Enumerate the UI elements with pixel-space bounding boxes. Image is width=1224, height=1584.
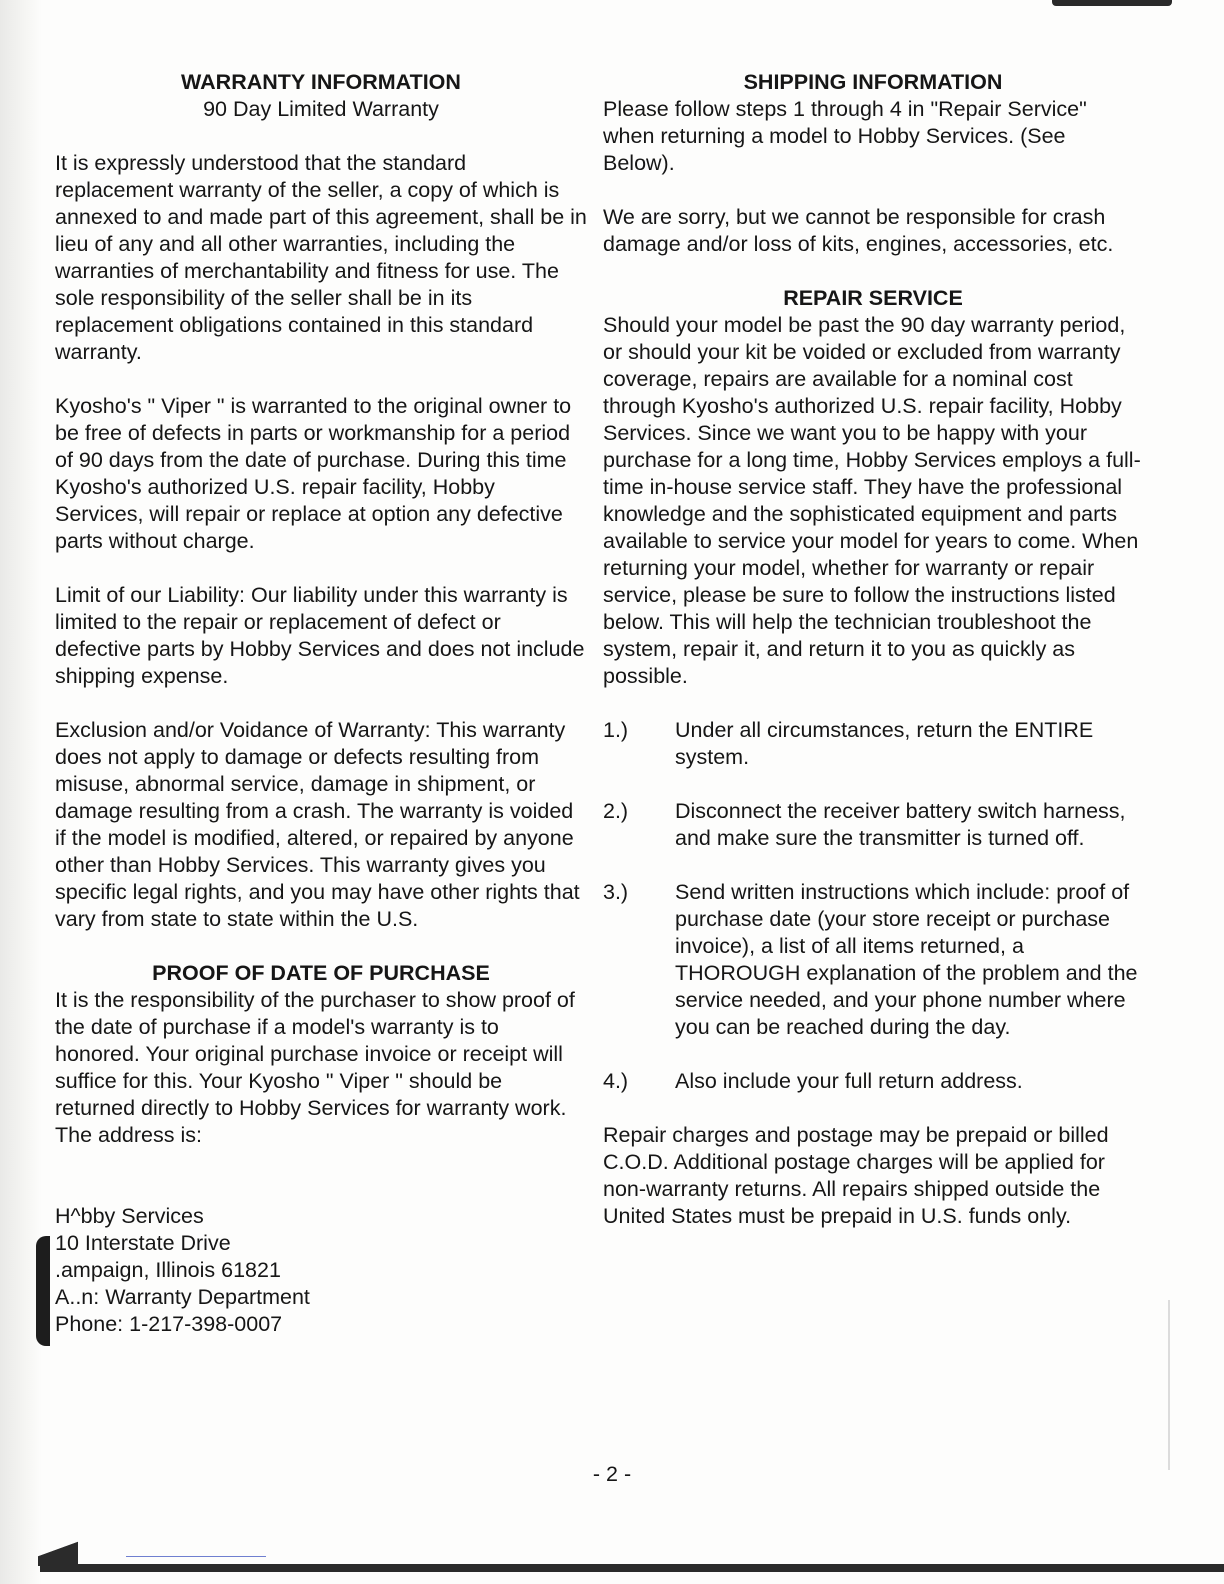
step-text: Under all circumstances, return the ENTIRE system.: [675, 718, 1094, 769]
scan-corner-mark: [38, 1536, 78, 1566]
address-phone: Phone: 1-217-398-0007: [55, 1312, 283, 1336]
step-text: Send written instructions which include: proof of purchase date (your store receipt or purchase invoice), a list of all items returned, a THOROUGH explanation of the problem and the service needed, and your phone number where you can be reached during the day.: [675, 880, 1138, 1039]
liability-paragraph: Limit of our Liability: Our liability under this warranty is limited to the repair or replacement of defect or defective parts by Hobby Services and does not include shipping expense.: [55, 583, 585, 688]
repair-step: [603, 879, 1143, 1041]
exclusion-paragraph: Exclusion and/or Voidance of Warranty: This warranty does not apply to damage or defects resulting from misuse, abnormal service, damage in shipment, or damage resulting from a crash. The warranty is voided if the model is modified, altered, or repaired by anyone other than Hobby Services. This warranty gives you specific legal rights, and you may have other rights that vary from state to state within the U.S.: [55, 718, 580, 931]
warranty-subtitle: 90 Day Limited Warranty: [203, 97, 439, 121]
right-column: [603, 69, 1143, 1257]
scan-top-mark: [1052, 0, 1172, 6]
address-line: A..n: Warranty Department: [55, 1285, 310, 1309]
address-line: H^bby Services: [55, 1204, 204, 1228]
repair-step: [603, 798, 1143, 852]
repair-intro: Should your model be past the 90 day warranty period, or should your kit be voided or excluded from warranty coverage, repairs are available for a nominal cost through Kyosho's authorized U.S. repair facility, Hobby Services. Since we want you to be happy with your purchase for a long time, Hobby Services employs a full-time in-house service staff. They have the professional knowledge and the sophisticated equipment and parts available to service your model for years to come. When returning your model, whether for warranty or repair service, please be sure to follow the instructions listed below. This will help the technician troubleshoot the system, repair it, and return it to you as quickly as possible.: [603, 313, 1141, 688]
step-number: 4.): [603, 1069, 629, 1093]
step-number: 1.): [603, 718, 629, 742]
scan-edge-line: [1168, 1300, 1170, 1470]
warranty-paragraph: Kyosho's " Viper " is warranted to the original owner to be free of defects in parts or workmanship for a period of 90 days from the date of purchase. During this time Kyosho's authorized U.S. repair facility, Hobby Services, will repair or replace at option any defective parts without charge.: [55, 394, 572, 553]
repair-step: [603, 717, 1143, 771]
scan-thin-line: [126, 1556, 266, 1557]
shipping-paragraph: We are sorry, but we cannot be responsible for crash damage and/or loss of kits, engines, accessories, etc.: [603, 205, 1114, 256]
scan-shadow: [0, 0, 42, 1584]
step-text: Also include your full return address.: [675, 1069, 1023, 1093]
mailing-address: [55, 1203, 587, 1338]
step-text: Disconnect the receiver battery switch harness, and make sure the transmitter is turned off.: [675, 799, 1126, 850]
step-number: 3.): [603, 880, 629, 904]
step-number: 2.): [603, 799, 629, 823]
warranty-title: WARRANTY INFORMATION: [181, 70, 461, 94]
proof-paragraph: It is the responsibility of the purchaser to show proof of the date of purchase if a model's warranty is to honored. Your original purchase invoice or receipt will suffice for this. Your Kyosho " Viper " should be returned directly to Hobby Services for warranty work. The address is:: [55, 988, 575, 1147]
address-line: 10 Interstate Drive: [55, 1231, 231, 1255]
shipping-paragraph: Please follow steps 1 through 4 in "Repair Service" when returning a model to Hobby Services. (See Below).: [603, 97, 1087, 175]
repair-step: [603, 1068, 1143, 1095]
repair-title: REPAIR SERVICE: [783, 286, 963, 310]
repair-steps: [603, 717, 1143, 1095]
proof-title: PROOF OF DATE OF PURCHASE: [152, 961, 490, 985]
warranty-paragraph: It is expressly understood that the standard replacement warranty of the seller, a copy of which is annexed to and made part of this agreement, shall be in lieu of any and all other warranties, including the warranties of merchantability and fitness for use. The sole responsibility of the seller shall be in its replacement obligations contained in this standard warranty.: [55, 151, 587, 364]
scan-tab-mark: [36, 1236, 50, 1346]
address-line: .ampaign, Illinois 61821: [55, 1258, 281, 1282]
scan-bottom-edge: [40, 1564, 1224, 1572]
shipping-title: SHIPPING INFORMATION: [743, 70, 1003, 94]
page-number: - 2 -: [592, 1462, 632, 1486]
repair-closing: Repair charges and postage may be prepaid or billed C.O.D. Additional postage charges will be applied for non-warranty returns. All repairs shipped outside the United States must be prepaid in U.S. funds only.: [603, 1123, 1109, 1228]
left-column: [55, 69, 587, 1338]
